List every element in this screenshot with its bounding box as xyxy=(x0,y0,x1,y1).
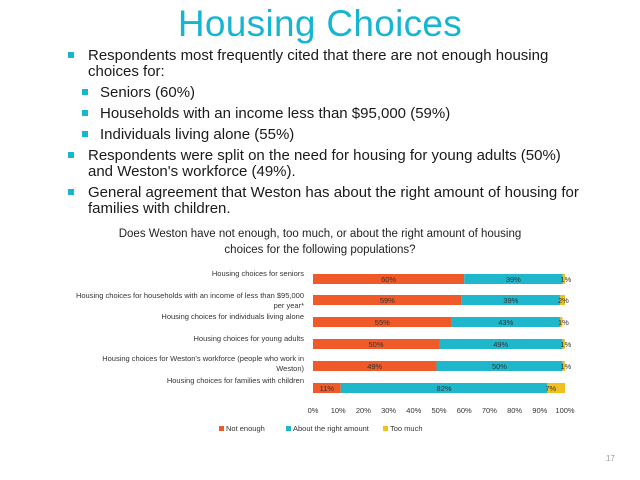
x-tick-label: 30% xyxy=(381,406,397,415)
category-label: Housing choices for Weston's workforce (people who work in xyxy=(102,354,304,363)
slide-title: Housing Choices xyxy=(177,3,463,44)
x-tick-label: 50% xyxy=(431,406,447,415)
data-label: 82% xyxy=(436,384,452,393)
data-label: 39% xyxy=(505,275,521,284)
data-label: 55% xyxy=(374,318,390,327)
sub-bullet-item: Households with an income less than $95,000 (59%) xyxy=(66,106,586,122)
category-label: Weston) xyxy=(276,364,304,373)
x-tick-label: 60% xyxy=(456,406,472,415)
x-tick-label: 100% xyxy=(555,406,575,415)
legend-swatch xyxy=(286,426,291,431)
sub-bullet-item: Individuals living alone (55%) xyxy=(66,127,586,143)
sub-bullet-item: Seniors (60%) xyxy=(66,85,586,101)
data-label: 7% xyxy=(545,384,557,393)
bullet-item: General agreement that Weston has about the right amount of housing for families with children. xyxy=(66,185,586,217)
x-tick-label: 40% xyxy=(406,406,422,415)
legend-label: Too much xyxy=(390,424,423,433)
x-tick-label: 70% xyxy=(481,406,497,415)
data-label: 43% xyxy=(498,318,514,327)
data-label: 39% xyxy=(503,296,519,305)
data-label: 50% xyxy=(368,340,384,349)
data-label: 49% xyxy=(367,362,383,371)
bullet-item: Respondents most frequently cited that there are not enough housing choices for: xyxy=(66,48,586,80)
x-tick-label: 90% xyxy=(532,406,548,415)
page-number: 17 xyxy=(606,454,615,463)
x-tick-label: 10% xyxy=(330,406,346,415)
data-label: 1% xyxy=(560,340,572,349)
data-label: 2% xyxy=(557,296,569,305)
data-label: 49% xyxy=(493,340,509,349)
legend-label: About the right amount xyxy=(293,424,369,433)
legend-swatch xyxy=(383,426,388,431)
x-tick-label: 80% xyxy=(507,406,523,415)
x-tick-label: 20% xyxy=(355,406,371,415)
category-label: Housing choices for families with children xyxy=(166,376,304,385)
data-label: 50% xyxy=(491,362,507,371)
category-label: per year* xyxy=(273,301,304,310)
data-label: 11% xyxy=(319,384,335,393)
x-tick-label: 0% xyxy=(307,406,319,415)
legend-swatch xyxy=(219,426,224,431)
category-label: Housing choices for seniors xyxy=(211,269,304,278)
data-label: 60% xyxy=(381,275,397,284)
data-label: 1% xyxy=(560,362,572,371)
legend-label: Not enough xyxy=(226,424,265,433)
bullet-item: Respondents were split on the need for housing for young adults (50%) and Weston's workforce (49%). xyxy=(66,148,586,180)
data-label: 1% xyxy=(560,275,572,284)
category-label: Housing choices for households with an income of less than $95,000 xyxy=(75,291,304,300)
category-label: Housing choices for young adults xyxy=(193,334,304,343)
data-label: 59% xyxy=(379,296,395,305)
category-label: Housing choices for individuals living alone xyxy=(161,312,304,321)
data-label: 1% xyxy=(557,318,569,327)
chart-title: Does Weston have not enough, too much, or about the right amount of housing choices for the following populations? xyxy=(118,228,522,256)
